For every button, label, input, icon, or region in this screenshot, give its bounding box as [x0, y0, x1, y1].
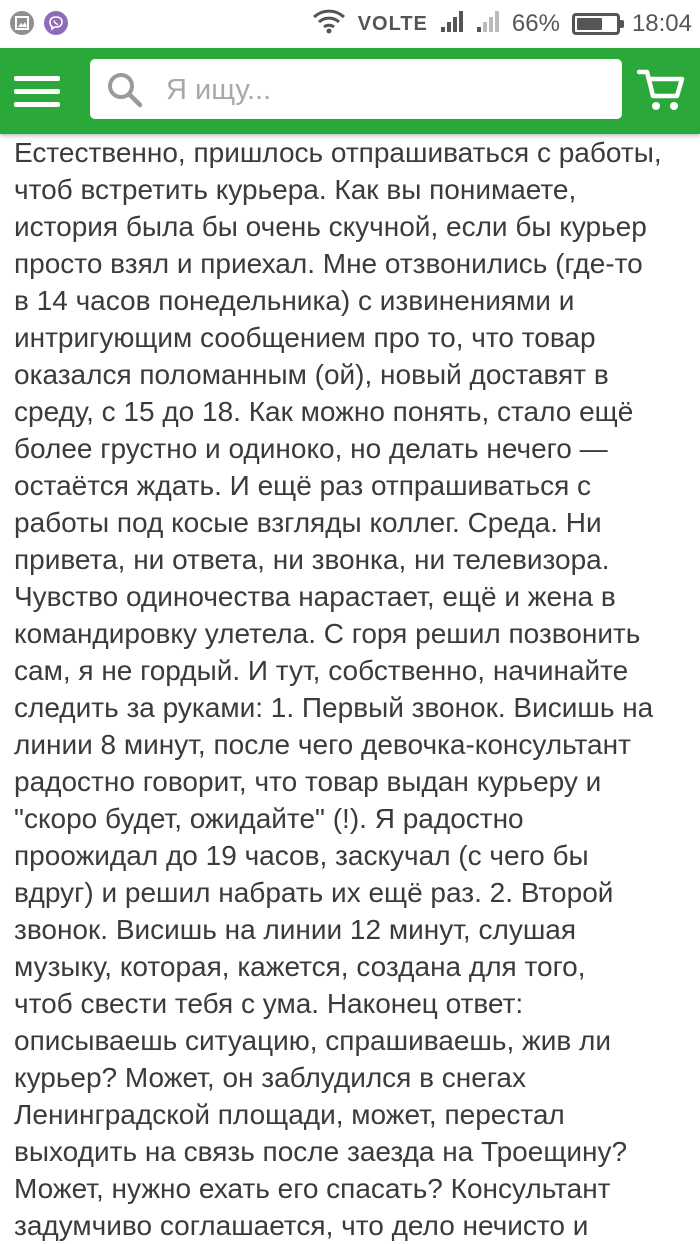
status-bar	[0, 0, 700, 48]
article-line: "скоро будет, ожидайте" (!). Я радостно	[14, 803, 524, 834]
article-line: сам, я не гордый. И тут, собственно, начинайте	[14, 655, 629, 686]
article-line: в 14 часов понедельника) с извинениями и	[14, 285, 575, 316]
app-header	[0, 48, 700, 134]
article-line: Ленинградской площади, может, перестал	[14, 1099, 565, 1130]
battery-icon	[572, 13, 620, 35]
article-line: командировку улетела. С горя решил позвонить	[14, 618, 641, 649]
search-icon	[106, 71, 144, 114]
article-body	[14, 134, 700, 1244]
article-line: интригующим сообщением про то, что товар	[14, 322, 596, 353]
article-line: чтоб свести тебя с ума. Наконец ответ:	[14, 988, 524, 1019]
article-line: следить за руками: 1. Первый звонок. Висишь на	[14, 692, 654, 723]
gallery-notification-icon	[10, 11, 34, 35]
signal-secondary-icon	[476, 9, 500, 40]
menu-button[interactable]	[14, 68, 60, 114]
article-line: курьер? Может, он заблудился в снегах	[14, 1062, 526, 1093]
wifi-icon	[312, 8, 346, 41]
article-line: задумчиво соглашается, что дело нечисто и	[14, 1210, 589, 1241]
cart-icon	[637, 68, 685, 114]
article-line: описываешь ситуацию, спрашиваешь, жив ли	[14, 1025, 612, 1056]
network-type-label: VOLTE	[357, 12, 428, 35]
article-line: радостно говорит, что товар выдан курьеру и	[14, 766, 602, 797]
battery-level	[577, 18, 602, 30]
article-line: история была бы очень скучной, если бы курьер	[14, 211, 647, 242]
article-line: работы под косые взгляды коллег. Среда. Ни	[14, 507, 602, 538]
article-content	[14, 134, 700, 1244]
clock: 18:04	[631, 10, 692, 37]
article-line: оказался поломанным (ой), новый доставят в	[14, 359, 609, 390]
menu-icon-bar	[14, 102, 60, 107]
article-line: вдруг) и решил набрать их ещё раз. 2. Второй	[14, 877, 614, 908]
article-line: чтоб встретить курьера. Как вы понимаете,	[14, 174, 577, 205]
battery-percent: 66%	[511, 10, 560, 37]
article-line: проожидал до 19 часов, заскучал (с чего бы	[14, 840, 589, 871]
article-line: линии 8 минут, после чего девочка-консультант	[14, 729, 631, 760]
viber-notification-icon	[44, 11, 68, 35]
cart-button[interactable]	[637, 68, 685, 119]
article-line: музыку, которая, кажется, создана для того,	[14, 951, 586, 982]
article-line: более грустно и одиноко, но делать нечего —	[14, 433, 608, 464]
article-line: выходить на связь после заезда на Троещину?	[14, 1136, 628, 1167]
search-input[interactable]	[164, 59, 608, 121]
search-box[interactable]	[90, 59, 622, 119]
notification-icons	[10, 11, 68, 35]
article-line: среду, с 15 до 18. Как можно понять, стало ещё	[14, 396, 634, 427]
article-line: привета, ни ответа, ни звонка, ни телевизора.	[14, 544, 610, 575]
article-line: Чувство одиночества нарастает, ещё и жена в	[14, 581, 616, 612]
article-line: остаётся ждать. И ещё раз отпрашиваться с	[14, 470, 592, 501]
article-line: звонок. Висишь на линии 12 минут, слушая	[14, 914, 577, 945]
article-line: Естественно, пришлось отпрашиваться с работы,	[14, 137, 662, 168]
signal-icon	[440, 9, 464, 40]
article-line: Может, нужно ехать его спасать? Консультант	[14, 1173, 611, 1204]
system-indicators	[312, 8, 692, 40]
menu-icon-bar	[14, 89, 60, 94]
article-line: просто взял и приехал. Мне отзвонились (где-то	[14, 248, 643, 279]
menu-icon	[14, 76, 60, 81]
